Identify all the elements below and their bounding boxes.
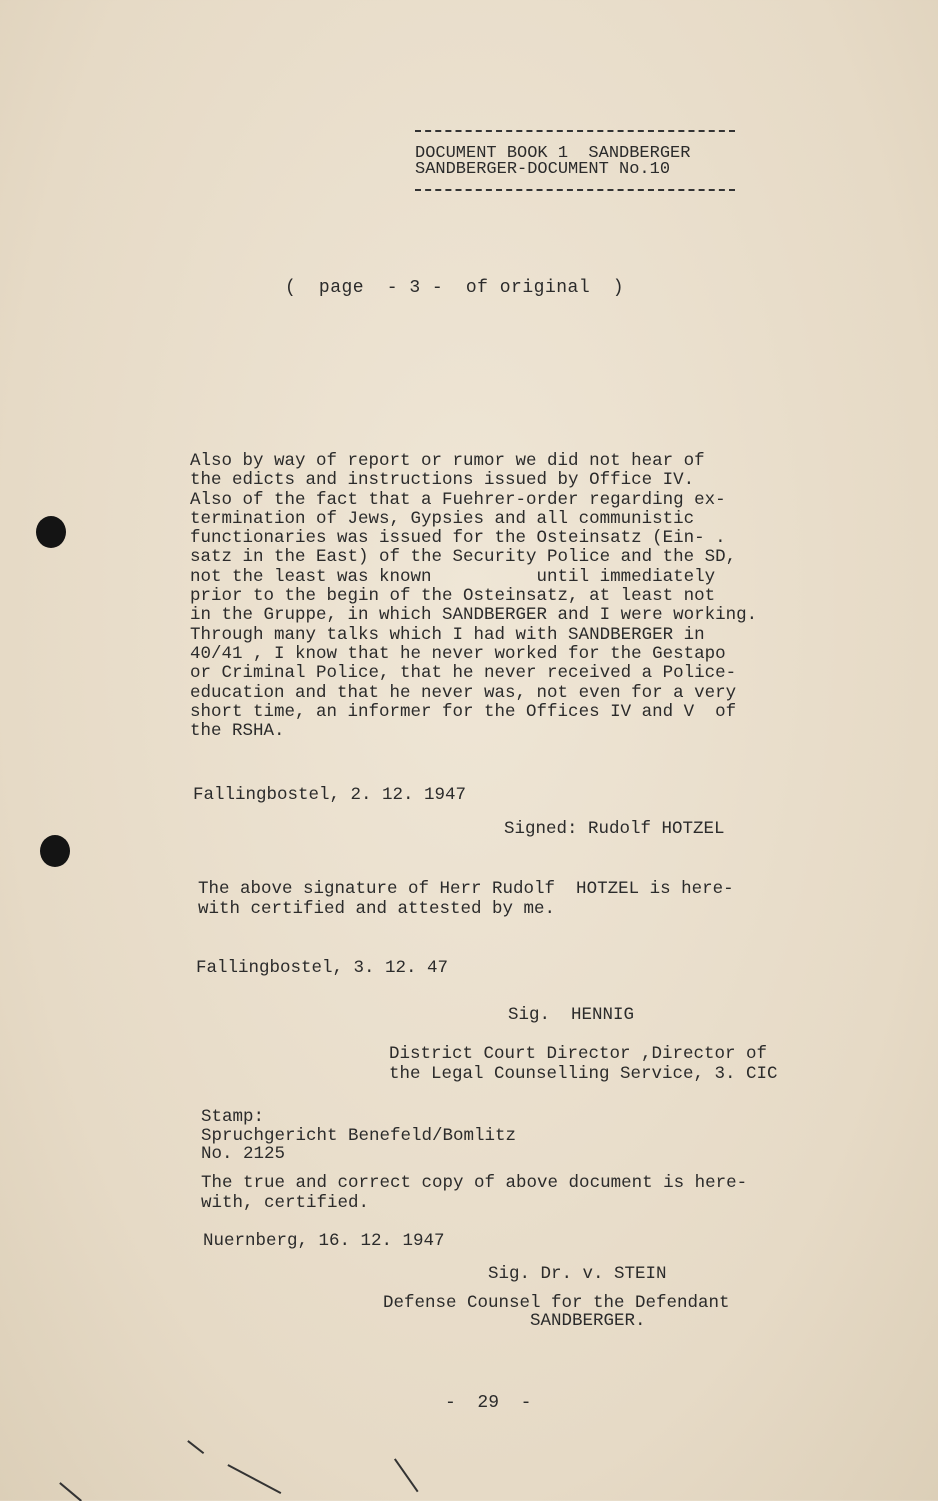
counsel-title: Defense Counsel for the Defendant SANDBERGER. bbox=[383, 1293, 730, 1331]
place-date-3: Nuernberg, 16. 12. 1947 bbox=[203, 1231, 445, 1251]
punch-hole-upper bbox=[36, 516, 66, 548]
place-date-2: Fallingbostel, 3. 12. 47 bbox=[196, 958, 449, 978]
scratch-mark bbox=[188, 1440, 205, 1453]
stamp-block: Stamp: Spruchgericht Benefeld/Bomlitz No. 2125 bbox=[201, 1107, 517, 1164]
certification-paragraph: The true and correct copy of above document is here- with, certified. bbox=[201, 1173, 748, 1213]
director-title: District Court Director ,Director of the Legal Counselling Service, 3. CIC bbox=[389, 1044, 778, 1084]
signature-line-2: Sig. HENNIG bbox=[508, 1005, 635, 1025]
header-line-2: SANDBERGER-DOCUMENT No.10 bbox=[415, 160, 671, 179]
scratch-mark bbox=[394, 1458, 418, 1492]
scratch-mark bbox=[60, 1482, 82, 1501]
signature-line-1: Signed: Rudolf HOTZEL bbox=[504, 819, 725, 839]
signature-line-3: Sig. Dr. v. STEIN bbox=[488, 1264, 667, 1284]
header-top-rule bbox=[415, 130, 735, 132]
header-line-1: DOCUMENT BOOK 1 SANDBERGER bbox=[415, 144, 691, 163]
page-number: - 29 - bbox=[445, 1393, 532, 1413]
place-date-1: Fallingbostel, 2. 12. 1947 bbox=[193, 785, 467, 805]
document-header bbox=[415, 146, 690, 178]
punch-hole-lower bbox=[40, 835, 70, 867]
body-paragraph: Also by way of report or rumor we did not hear of the edicts and instructions issued by Office IV. Also of the fact that a Fuehrer-order regarding ex- termination of Jews, Gypsies and all communistic functionaries was issued for the Osteinsatz (Ein- . satz in the East) of the Security Police and the SD, not the least was known until immediately prior to the begin of the Osteinsatz, at least not in the Gruppe, in which SANDBERGER and I were working. Through many talks which I had with SANDBERGER in 40/41 , I know that he never worked for the Gestapo or Criminal Police, that he never received a Police- education and that he never was, not even for a very short time, an informer for the Offices IV and V of the RSHA. bbox=[190, 451, 758, 742]
attestation-paragraph: The above signature of Herr Rudolf HOTZEL is here- with certified and attested by me. bbox=[198, 879, 734, 919]
page-reference: ( page - 3 - of original ) bbox=[285, 278, 625, 298]
header-bottom-rule bbox=[415, 189, 735, 191]
scratch-mark bbox=[228, 1464, 282, 1493]
